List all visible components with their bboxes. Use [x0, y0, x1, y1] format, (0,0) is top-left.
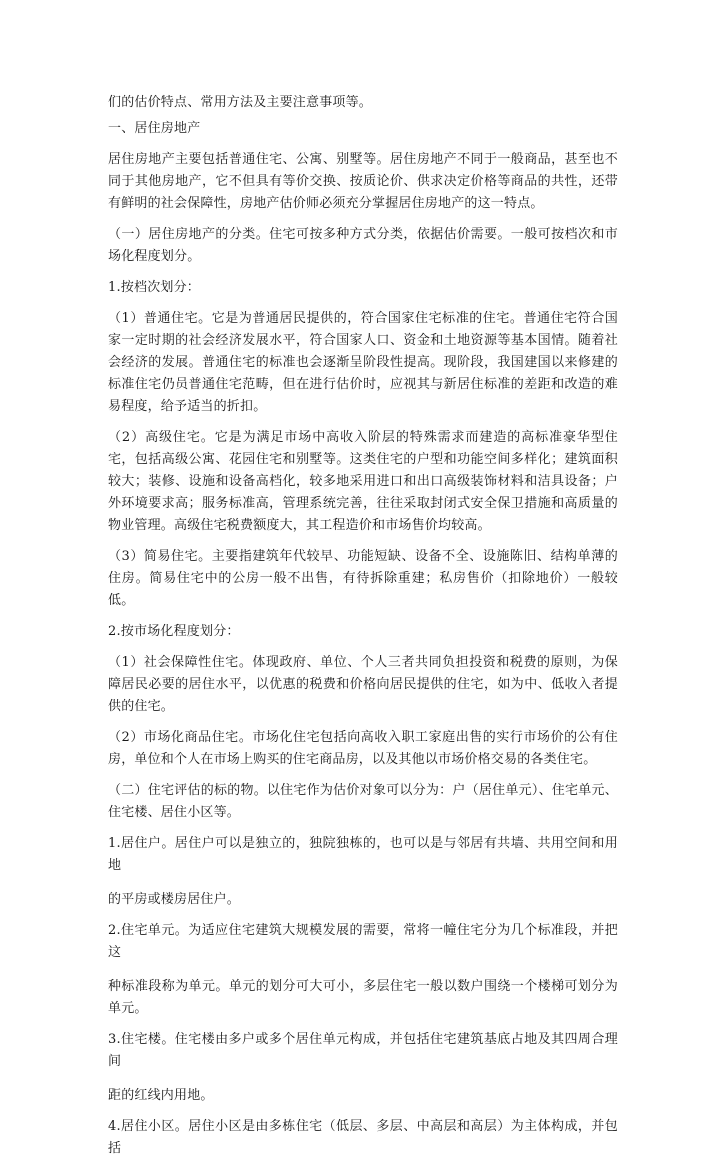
subheading: 2.按市场化程度划分： — [108, 624, 240, 639]
paragraph: （二）住宅评估的标的物。以住宅作为估价对象可以分为：户（居住单元）、住宅单元、住宅楼、居住小区等。 — [108, 783, 618, 820]
paragraph: （3）简易住宅。主要指建筑年代较早、功能短缺、设备不全、设施陈旧、结构单薄的住房。简易住宅中的公房一般不出售，有待拆除重建；私房售价（扣除地价）一般较低。 — [108, 549, 618, 608]
paragraph: （1）社会保障性住宅。体现政府、单位、个人三者共同负担投资和税费的原则，为保障居民必要的居住水平，以优惠的税费和价格向居民提供的住宅，如为中、低收入者提供的住宅。 — [108, 655, 618, 714]
intro-continuation: 们的估价特点、常用方法及主要注意事项等。 — [108, 95, 373, 110]
paragraph-line: 4.居住小区。居住小区是由多栋住宅（低层、多层、中高层和高层）为主体构成，并包括 — [108, 1119, 618, 1156]
paragraph: （一）居住房地产的分类。住宅可按多种方式分类，依据估价需要。一般可按档次和市场化程度划分。 — [108, 227, 618, 264]
paragraph: （1）普通住宅。它是为普通居民提供的，符合国家住宅标准的住宅。普通住宅符合国家一定时期的社会经济发展水平，符合国家人口、资金和土地资源等基本国情。随着社会经济的发展。普通住宅的标准也会逐渐呈阶段性提高。现阶段，我国建国以来修建的标准住宅仍员普通住宅范畴，但在进行估价时，应视其与新居住标准的差距和改造的难易程度，给予适当的折扣。 — [108, 311, 618, 414]
subheading: 1.按档次划分： — [108, 280, 201, 295]
paragraph-line: 2.住宅单元。为适应住宅建筑大规模发展的需要，常将一幢住宅分为几个标准段，并把这 — [108, 923, 618, 960]
paragraph-line: 3.住宅楼。住宅楼由多户或多个居住单元构成，并包括住宅建筑基底占地及其四周合理间 — [108, 1032, 618, 1069]
document-page — [108, 92, 618, 1169]
section-heading: 一、居住房地产 — [108, 121, 201, 136]
paragraph-line: 距的红线内用地。 — [108, 1088, 214, 1103]
paragraph: （2）市场化商品住宅。市场化住宅包括向高收入职工家庭出售的实行市场价的公有住房，单位和个人在市场上购买的住宅商品房，以及其他以市场价格交易的各类住宅。 — [108, 730, 618, 767]
paragraph: （2）高级住宅。它是为满足市场中高收入阶层的特殊需求而建造的高标准豪华型住宅，包括高级公寓、花园住宅和别墅等。这类住宅的户型和功能空间多样化；建筑面积较大；装修、设施和设备高档化，较多地采用进口和出口高级装饰材料和洁具设备；户外环境要求高；服务标准高，管理系统完善，往往采取封闭式安全保卫措施和高质量的物业管理。高级住宅税费额度大，其工程造价和市场售价均较高。 — [108, 430, 618, 533]
paragraph: 种标准段称为单元。单元的划分可大可小，多层住宅一般以数户围绕一个楼梯可划分为单元。 — [108, 979, 618, 1016]
paragraph-line: 的平房或楼房居住户。 — [108, 892, 241, 907]
paragraph-line: 1.居住户。居住户可以是独立的，独院独栋的，也可以是与邻居有共墙、共用空间和用地 — [108, 836, 618, 873]
paragraph: 居住房地产主要包括普通住宅、公寓、别墅等。居住房地产不同于一般商品，甚至也不同于其他房地产，它不但具有等价交换、按质论价、供求决定价格等商品的共性，还带有鲜明的社会保障性，房地产估价师必须充分掌握居住房地产的这一特点。 — [108, 152, 618, 211]
